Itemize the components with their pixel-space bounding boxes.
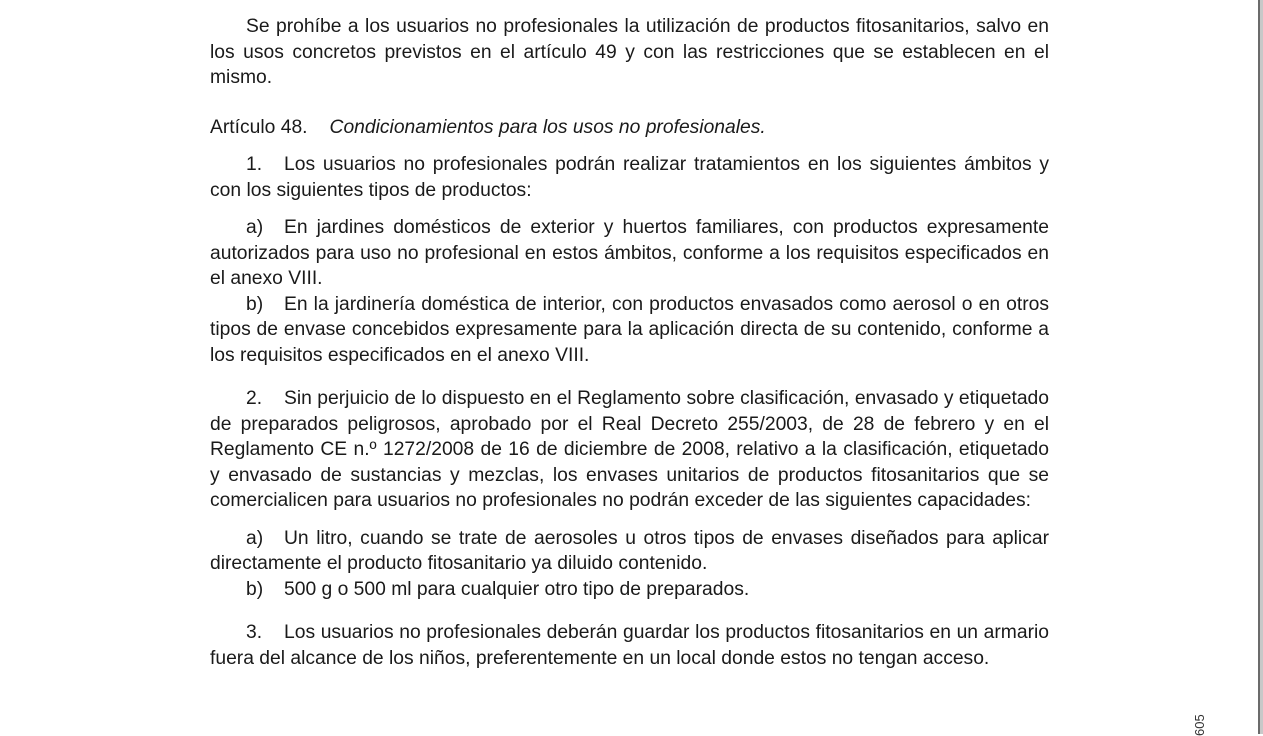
article-heading bbox=[210, 115, 1049, 141]
item-label: a) bbox=[246, 217, 264, 238]
section-1-item-a bbox=[210, 215, 1049, 292]
section-3-paragraph bbox=[210, 620, 1049, 671]
section-3-number: 3. bbox=[246, 622, 263, 643]
text-column bbox=[210, 14, 1049, 671]
section-1-number: 1. bbox=[246, 154, 263, 175]
section-2-item-b bbox=[210, 577, 1049, 603]
item-label: a) bbox=[246, 527, 264, 549]
article-number: Artículo 48. bbox=[210, 116, 308, 138]
intro-paragraph: Se prohíbe a los usuarios no profesionales la utilización de productos fitosanitarios, salvo en los usos concretos previstos en el artículo 49 y con las restricciones que se establecen en el mismo. bbox=[210, 16, 1049, 88]
item-text: Un litro, cuando se trate de aerosoles u otros tipos de envases diseñados para aplicar directamente el producto fitosanitario ya diluido contenido. bbox=[210, 527, 1049, 574]
section-2-text: Sin perjuicio de lo dispuesto en el Reglamento sobre clasificación, envasado y etiquetado de preparados peligrosos, aprobado por el Real Decreto 255/2003, de 28 de febrero y en el Reglamento CE n.º 1272/2008 de 16 de diciembre de 2008, relativo a la clasificación, etiquetado y envasado de sustancias y mezclas, los envases unitarios de productos fitosanitarios que se comercialicen para usuarios no profesionales no podrán exceder de las siguientes capacidades: bbox=[210, 388, 1049, 511]
item-text: 500 g o 500 ml para cualquier otro tipo de preparados. bbox=[284, 578, 750, 600]
section-3-text: Los usuarios no profesionales deberán guardar los productos fitosanitarios en un armario fuera del alcance de los niños, preferentemente en un local donde estos no tengan acceso. bbox=[210, 622, 1049, 669]
section-2-item-a bbox=[210, 526, 1049, 577]
section-1-item-b bbox=[210, 292, 1049, 369]
item-label: b) bbox=[246, 578, 264, 600]
item-label: b) bbox=[246, 293, 264, 315]
section-2-paragraph bbox=[210, 386, 1049, 514]
section-1-text: Los usuarios no profesionales podrán realizar tratamientos en los siguientes ámbitos y con los siguientes tipos de productos: bbox=[210, 154, 1049, 201]
article-title: Condicionamientos para los usos no profesionales. bbox=[329, 116, 766, 138]
item-text: En la jardinería doméstica de interior, con productos envasados como aerosol o en otros tipos de envase concebidos expresamente para la aplicación directa de su contenido, conforme a los requisitos especificados en el anexo VIII. bbox=[210, 293, 1049, 366]
item-text: En jardines domésticos de exterior y huertos familiares, con productos expresamente autorizados para uso no profesional en estos ámbitos, conforme a los requisitos especificados en el anexo VIII. bbox=[210, 217, 1049, 289]
section-1-paragraph bbox=[210, 152, 1049, 203]
section-2-number: 2. bbox=[246, 388, 263, 409]
margin-code: 605 bbox=[1192, 714, 1207, 736]
